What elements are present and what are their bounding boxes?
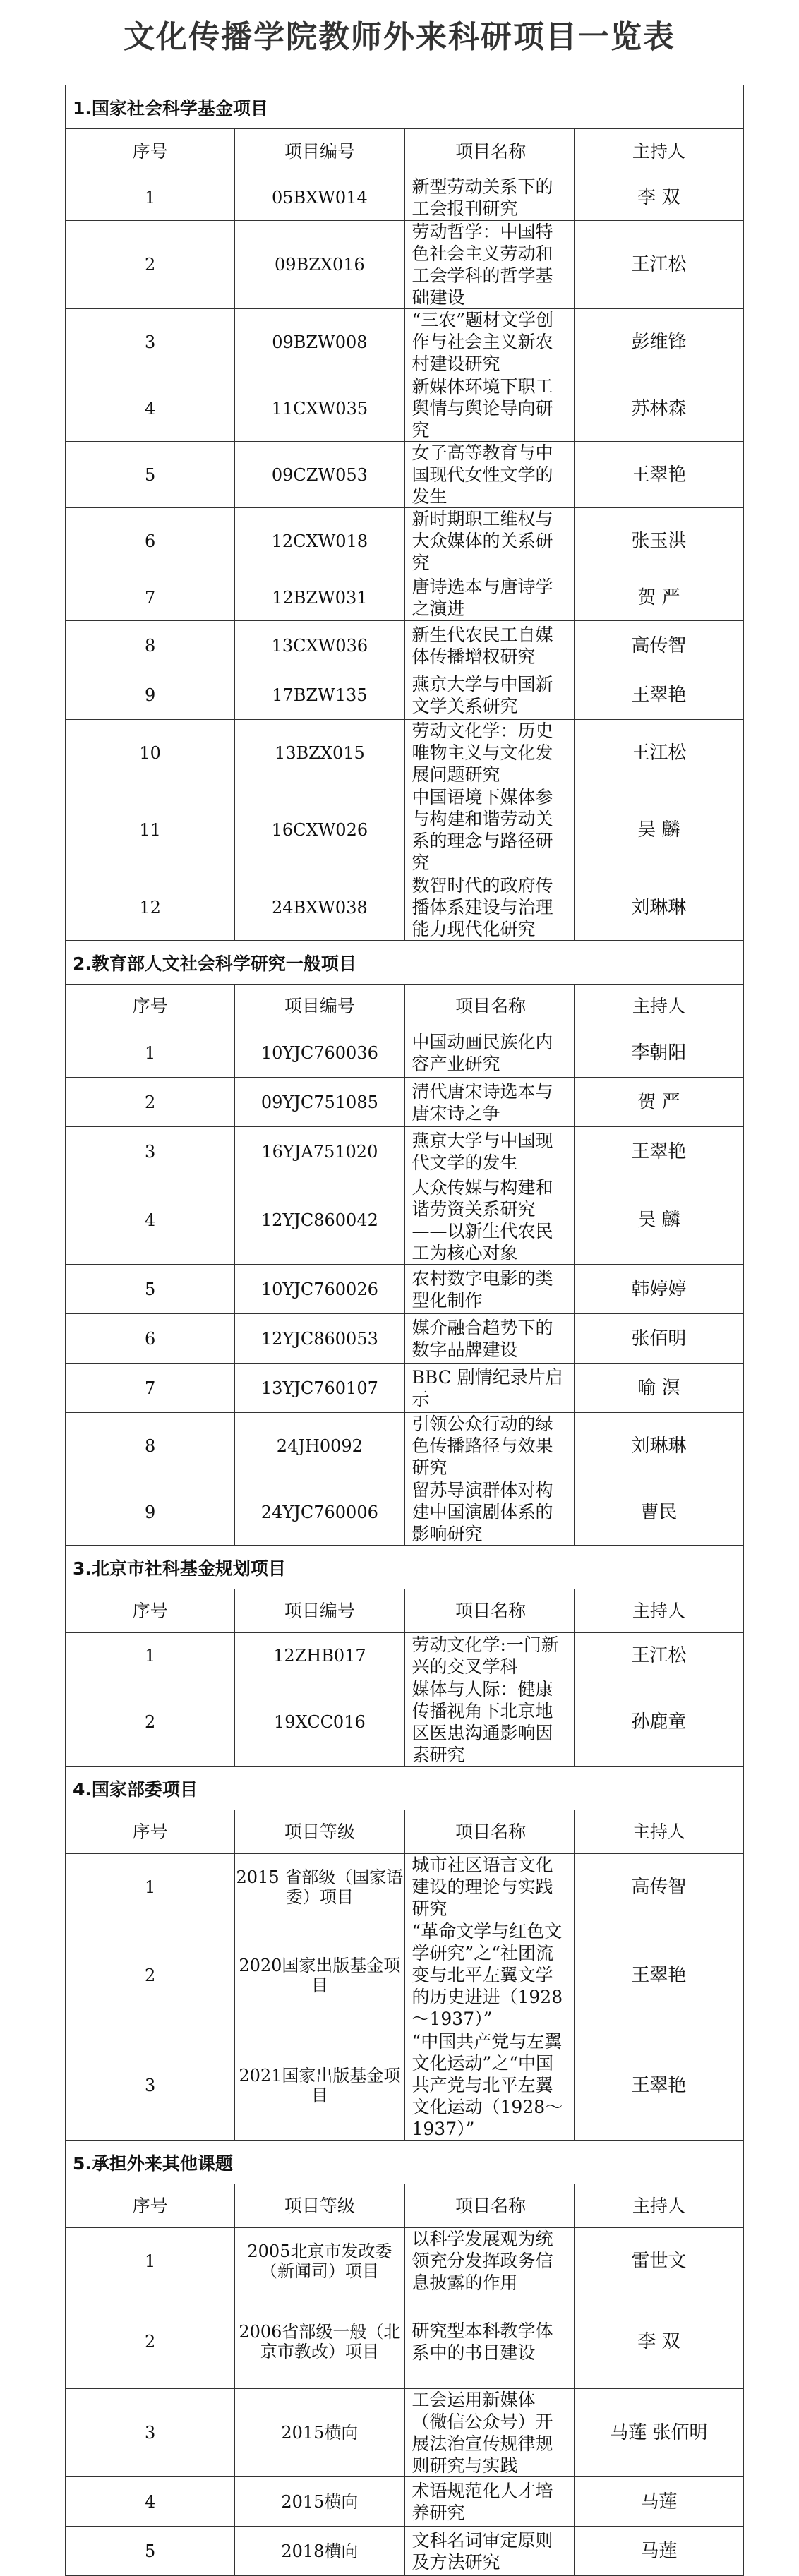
table-row bbox=[66, 1028, 744, 1078]
project-host: 王翠艳 bbox=[574, 442, 743, 508]
row-number: 5 bbox=[66, 1265, 235, 1314]
row-number: 6 bbox=[66, 508, 235, 574]
project-code: 12YJC860042 bbox=[235, 1176, 404, 1265]
project-code: 24JH0092 bbox=[235, 1413, 404, 1479]
table-row bbox=[66, 621, 744, 670]
row-number: 3 bbox=[66, 1127, 235, 1176]
column-header-row bbox=[66, 2184, 744, 2228]
project-code: 12BZW031 bbox=[235, 574, 404, 621]
row-number: 4 bbox=[66, 2477, 235, 2527]
project-code: 11CXW035 bbox=[235, 375, 404, 442]
row-number: 6 bbox=[66, 1314, 235, 1364]
row-number: 5 bbox=[66, 442, 235, 508]
header-code: 项目编号 bbox=[235, 129, 404, 174]
table-row bbox=[66, 1265, 744, 1314]
column-header-row bbox=[66, 1810, 744, 1854]
project-code: 10YJC760036 bbox=[235, 1028, 404, 1078]
table-row bbox=[66, 2477, 744, 2527]
project-host: 王江松 bbox=[574, 221, 743, 309]
table-row bbox=[66, 375, 744, 442]
project-name: 大众传媒与构建和谐劳资关系研究——以新生代农民工为核心对象 bbox=[404, 1176, 574, 1265]
header-host: 主持人 bbox=[574, 1810, 743, 1854]
project-name: 新媒体环境下职工舆情与舆论导向研究 bbox=[404, 375, 574, 442]
table-row bbox=[66, 309, 744, 375]
row-number: 1 bbox=[66, 1633, 235, 1678]
project-name: “中国共产党与左翼文化运动”之“中国共产党与北平左翼文化运动（1928～1937）” bbox=[404, 2030, 574, 2141]
project-host: 吴 麟 bbox=[574, 786, 743, 874]
project-host: 高传智 bbox=[574, 621, 743, 670]
table-row bbox=[66, 1314, 744, 1364]
project-code: 09YJC751085 bbox=[235, 1078, 404, 1127]
row-number: 7 bbox=[66, 574, 235, 621]
header-code: 项目等级 bbox=[235, 1810, 404, 1854]
project-name: 劳动文化学：历史唯物主义与文化发展问题研究 bbox=[404, 720, 574, 786]
project-code: 2015横向 bbox=[235, 2389, 404, 2477]
table-row bbox=[66, 1176, 744, 1265]
project-name: 数智时代的政府传播体系建设与治理能力现代化研究 bbox=[404, 874, 574, 941]
project-code: 2005北京市发改委（新闻司）项目 bbox=[235, 2228, 404, 2294]
section-heading-row bbox=[66, 941, 744, 985]
table-row bbox=[66, 1854, 744, 1920]
project-host: 马莲 bbox=[574, 2527, 743, 2576]
project-name: 劳动哲学：中国特色社会主义劳动和工会学科的哲学基础建设 bbox=[404, 221, 574, 309]
row-number: 1 bbox=[66, 174, 235, 221]
row-number: 4 bbox=[66, 1176, 235, 1265]
header-no: 序号 bbox=[66, 985, 235, 1028]
project-host: 苏林森 bbox=[574, 375, 743, 442]
project-name: 燕京大学与中国现代文学的发生 bbox=[404, 1127, 574, 1176]
table-row bbox=[66, 720, 744, 786]
project-code: 2015 省部级（国家语委）项目 bbox=[235, 1854, 404, 1920]
project-host: 马莲 bbox=[574, 2477, 743, 2527]
table-row bbox=[66, 1127, 744, 1176]
table-row bbox=[66, 1413, 744, 1479]
project-host: 韩婷婷 bbox=[574, 1265, 743, 1314]
project-host: 王翠艳 bbox=[574, 1920, 743, 2030]
project-name: 新时期职工维权与大众媒体的关系研究 bbox=[404, 508, 574, 574]
project-code: 09BZX016 bbox=[235, 221, 404, 309]
row-number: 1 bbox=[66, 1028, 235, 1078]
section-heading: 1.国家社会科学基金项目 bbox=[66, 85, 744, 129]
project-code: 12YJC860053 bbox=[235, 1314, 404, 1364]
project-host: 王翠艳 bbox=[574, 670, 743, 720]
project-host: 雷世文 bbox=[574, 2228, 743, 2294]
project-code: 2021国家出版基金项目 bbox=[235, 2030, 404, 2141]
column-header-row bbox=[66, 129, 744, 174]
project-name: 文科名词审定原则及方法研究 bbox=[404, 2527, 574, 2576]
project-name: 媒体与人际：健康传播视角下北京地区医患沟通影响因素研究 bbox=[404, 1678, 574, 1767]
header-code: 项目编号 bbox=[235, 985, 404, 1028]
row-number: 2 bbox=[66, 1920, 235, 2030]
row-number: 4 bbox=[66, 375, 235, 442]
row-number: 10 bbox=[66, 720, 235, 786]
project-code: 16YJA751020 bbox=[235, 1127, 404, 1176]
project-host: 马莲 张佰明 bbox=[574, 2389, 743, 2477]
project-name: 引领公众行动的绿色传播路径与效果研究 bbox=[404, 1413, 574, 1479]
row-number: 8 bbox=[66, 621, 235, 670]
row-number: 1 bbox=[66, 2228, 235, 2294]
header-host: 主持人 bbox=[574, 129, 743, 174]
row-number: 2 bbox=[66, 2294, 235, 2389]
header-host: 主持人 bbox=[574, 1589, 743, 1633]
project-code: 2015横向 bbox=[235, 2477, 404, 2527]
project-host: 曹民 bbox=[574, 1479, 743, 1546]
project-host: 彭维锋 bbox=[574, 309, 743, 375]
table-row bbox=[66, 670, 744, 720]
project-host: 刘琳琳 bbox=[574, 1413, 743, 1479]
project-host: 张玉洪 bbox=[574, 508, 743, 574]
project-name: 农村数字电影的类型化制作 bbox=[404, 1265, 574, 1314]
project-host: 贺 严 bbox=[574, 1078, 743, 1127]
header-code: 项目编号 bbox=[235, 1589, 404, 1633]
section-heading: 5.承担外来其他课题 bbox=[66, 2141, 744, 2184]
section-heading-row bbox=[66, 1546, 744, 1589]
column-header-row bbox=[66, 985, 744, 1028]
row-number: 9 bbox=[66, 670, 235, 720]
project-name: 城市社区语言文化建设的理论与实践研究 bbox=[404, 1854, 574, 1920]
project-code: 17BZW135 bbox=[235, 670, 404, 720]
section-heading-row bbox=[66, 2141, 744, 2184]
row-number: 3 bbox=[66, 2030, 235, 2141]
project-name: 中国语境下媒体参与构建和谐劳动关系的理念与路径研究 bbox=[404, 786, 574, 874]
project-host: 刘琳琳 bbox=[574, 874, 743, 941]
table-row bbox=[66, 574, 744, 621]
project-table bbox=[65, 85, 744, 2576]
project-code: 2018横向 bbox=[235, 2527, 404, 2576]
project-name: 媒介融合趋势下的数字品牌建设 bbox=[404, 1314, 574, 1364]
project-code: 13BZX015 bbox=[235, 720, 404, 786]
row-number: 2 bbox=[66, 1078, 235, 1127]
project-code: 2020国家出版基金项目 bbox=[235, 1920, 404, 2030]
project-name: 新生代农民工自媒体传播增权研究 bbox=[404, 621, 574, 670]
row-number: 8 bbox=[66, 1413, 235, 1479]
project-name: 研究型本科教学体系中的书目建设 bbox=[404, 2294, 574, 2389]
project-table-container bbox=[65, 85, 744, 2572]
project-name: 清代唐宋诗选本与唐宋诗之争 bbox=[404, 1078, 574, 1127]
header-code: 项目等级 bbox=[235, 2184, 404, 2228]
table-row bbox=[66, 2030, 744, 2141]
project-host: 吴 麟 bbox=[574, 1176, 743, 1265]
table-row bbox=[66, 1364, 744, 1413]
row-number: 5 bbox=[66, 2527, 235, 2576]
project-host: 王翠艳 bbox=[574, 2030, 743, 2141]
project-code: 24YJC760006 bbox=[235, 1479, 404, 1546]
project-host: 王江松 bbox=[574, 720, 743, 786]
row-number: 12 bbox=[66, 874, 235, 941]
section-heading-row bbox=[66, 85, 744, 129]
project-name: 以科学发展观为统领充分发挥政务信息披露的作用 bbox=[404, 2228, 574, 2294]
project-code: 19XCC016 bbox=[235, 1678, 404, 1767]
project-host: 王江松 bbox=[574, 1633, 743, 1678]
project-host: 张佰明 bbox=[574, 1314, 743, 1364]
project-code: 12CXW018 bbox=[235, 508, 404, 574]
row-number: 1 bbox=[66, 1854, 235, 1920]
table-row bbox=[66, 1078, 744, 1127]
table-row bbox=[66, 2228, 744, 2294]
table-row bbox=[66, 2527, 744, 2576]
section-heading: 2.教育部人文社会科学研究一般项目 bbox=[66, 941, 744, 985]
project-code: 2006省部级一般（北京市教改）项目 bbox=[235, 2294, 404, 2389]
project-name: BBC 剧情纪录片启示 bbox=[404, 1364, 574, 1413]
table-row bbox=[66, 2389, 744, 2477]
row-number: 2 bbox=[66, 221, 235, 309]
project-host: 贺 严 bbox=[574, 574, 743, 621]
project-code: 09BZW008 bbox=[235, 309, 404, 375]
project-code: 10YJC760026 bbox=[235, 1265, 404, 1314]
project-code: 09CZW053 bbox=[235, 442, 404, 508]
header-no: 序号 bbox=[66, 129, 235, 174]
project-name: “革命文学与红色文学研究”之“社团流变与北平左翼文学的历史进进（1928～1937）” bbox=[404, 1920, 574, 2030]
project-host: 李 双 bbox=[574, 174, 743, 221]
row-number: 7 bbox=[66, 1364, 235, 1413]
project-code: 16CXW026 bbox=[235, 786, 404, 874]
header-no: 序号 bbox=[66, 1810, 235, 1854]
header-name: 项目名称 bbox=[404, 985, 574, 1028]
project-name: 燕京大学与中国新文学关系研究 bbox=[404, 670, 574, 720]
project-host: 王翠艳 bbox=[574, 1127, 743, 1176]
row-number: 11 bbox=[66, 786, 235, 874]
project-name: 唐诗选本与唐诗学之演进 bbox=[404, 574, 574, 621]
project-host: 孙鹿童 bbox=[574, 1678, 743, 1767]
table-row bbox=[66, 1678, 744, 1767]
header-no: 序号 bbox=[66, 1589, 235, 1633]
row-number: 2 bbox=[66, 1678, 235, 1767]
header-host: 主持人 bbox=[574, 985, 743, 1028]
table-row bbox=[66, 442, 744, 508]
table-row bbox=[66, 508, 744, 574]
project-name: 术语规范化人才培养研究 bbox=[404, 2477, 574, 2527]
table-row bbox=[66, 874, 744, 941]
table-row bbox=[66, 1920, 744, 2030]
header-host: 主持人 bbox=[574, 2184, 743, 2228]
project-code: 13YJC760107 bbox=[235, 1364, 404, 1413]
project-name: “三农”题材文学创作与社会主义新农村建设研究 bbox=[404, 309, 574, 375]
page-title: 文化传播学院教师外来科研项目一览表 bbox=[124, 19, 675, 55]
project-name: 工会运用新媒体（微信公众号）开展法治宣传规律规则研究与实践 bbox=[404, 2389, 574, 2477]
column-header-row bbox=[66, 1589, 744, 1633]
table-row bbox=[66, 2294, 744, 2389]
section-heading-row bbox=[66, 1767, 744, 1810]
project-name: 留苏导演群体对构建中国演剧体系的影响研究 bbox=[404, 1479, 574, 1546]
table-row bbox=[66, 221, 744, 309]
section-heading: 4.国家部委项目 bbox=[66, 1767, 744, 1810]
project-host: 李 双 bbox=[574, 2294, 743, 2389]
header-name: 项目名称 bbox=[404, 2184, 574, 2228]
project-name: 中国动画民族化内容产业研究 bbox=[404, 1028, 574, 1078]
project-host: 高传智 bbox=[574, 1854, 743, 1920]
header-name: 项目名称 bbox=[404, 1810, 574, 1854]
project-code: 12ZHB017 bbox=[235, 1633, 404, 1678]
row-number: 3 bbox=[66, 2389, 235, 2477]
project-name: 女子高等教育与中国现代女性文学的发生 bbox=[404, 442, 574, 508]
project-name: 新型劳动关系下的工会报刊研究 bbox=[404, 174, 574, 221]
project-host: 喻 溟 bbox=[574, 1364, 743, 1413]
table-row bbox=[66, 1633, 744, 1678]
table-row bbox=[66, 786, 744, 874]
row-number: 9 bbox=[66, 1479, 235, 1546]
project-host: 李朝阳 bbox=[574, 1028, 743, 1078]
row-number: 3 bbox=[66, 309, 235, 375]
header-name: 项目名称 bbox=[404, 1589, 574, 1633]
project-code: 13CXW036 bbox=[235, 621, 404, 670]
project-name: 劳动文化学:一门新兴的交叉学科 bbox=[404, 1633, 574, 1678]
project-code: 24BXW038 bbox=[235, 874, 404, 941]
project-code: 05BXW014 bbox=[235, 174, 404, 221]
table-row bbox=[66, 174, 744, 221]
header-name: 项目名称 bbox=[404, 129, 574, 174]
table-row bbox=[66, 1479, 744, 1546]
section-heading: 3.北京市社科基金规划项目 bbox=[66, 1546, 744, 1589]
header-no: 序号 bbox=[66, 2184, 235, 2228]
